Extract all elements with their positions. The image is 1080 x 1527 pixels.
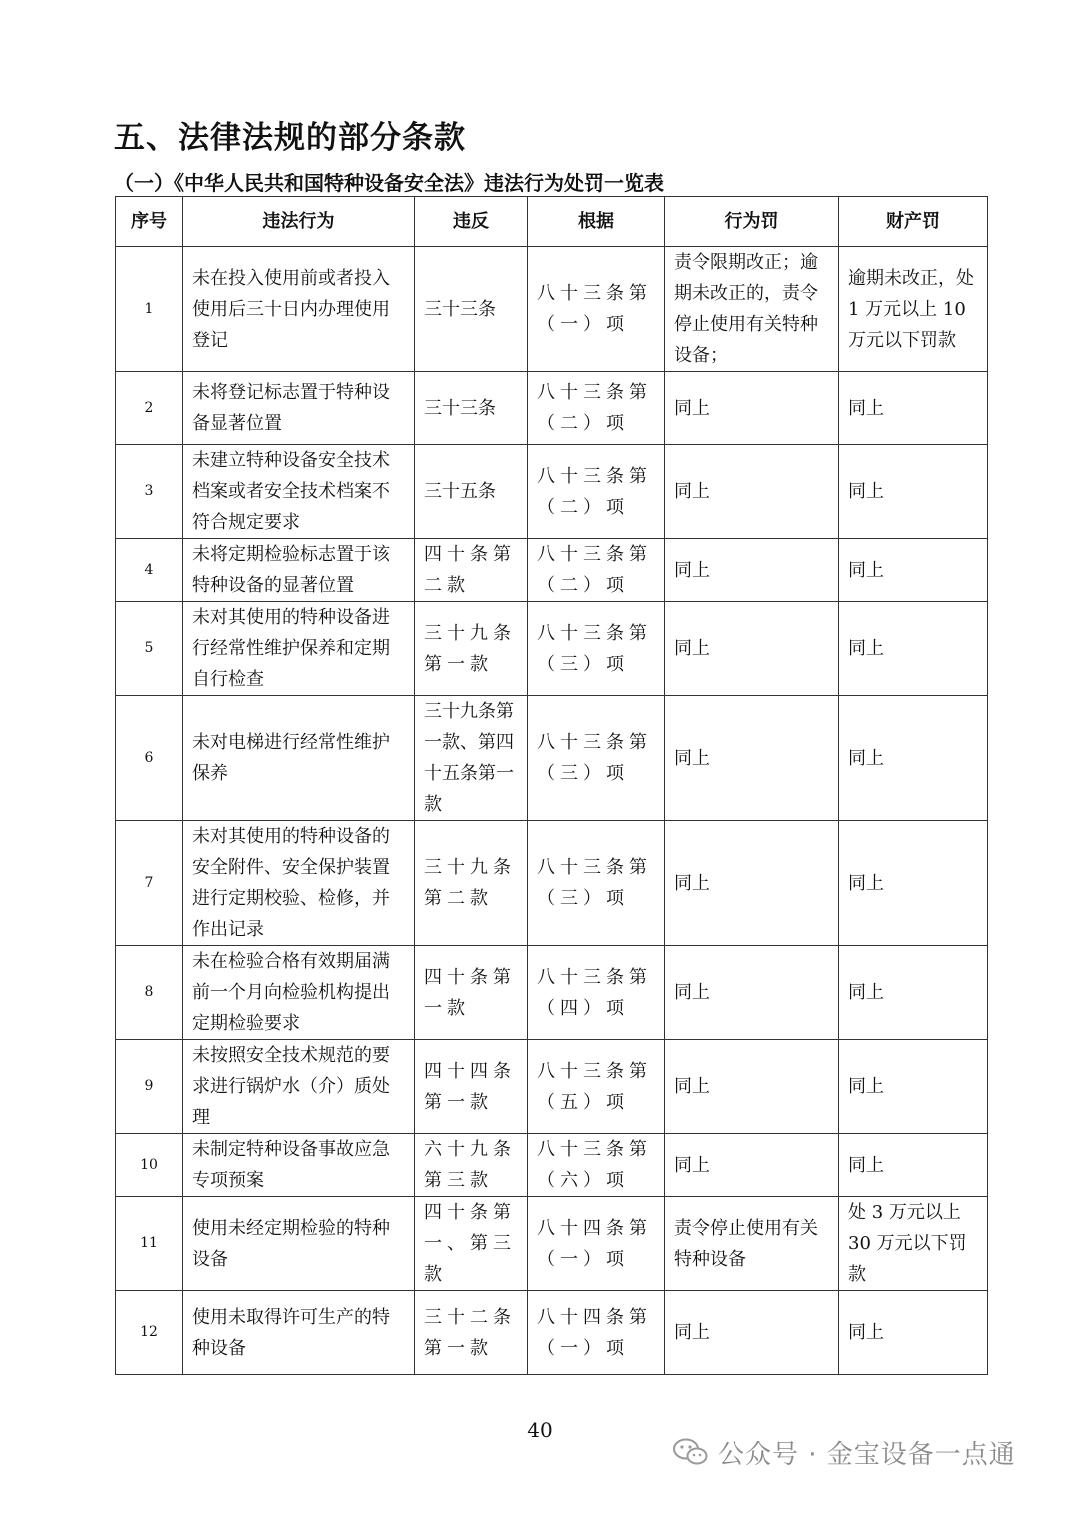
table-row — [116, 539, 988, 602]
violated-article: 三十九条第一款 — [415, 602, 528, 696]
penalty-basis: 八十三条第（三）项 — [528, 696, 665, 821]
property-penalty: 逾期未改正，处 1 万元以上 10 万元以下罚款 — [839, 247, 988, 372]
table-header-row — [116, 197, 988, 247]
violation-act: 未将定期检验标志置于该特种设备的显著位置 — [183, 539, 415, 602]
penalty-basis: 八十三条第（二）项 — [528, 372, 665, 445]
row-number: 10 — [116, 1134, 183, 1197]
penalty-basis: 八十三条第（二）项 — [528, 445, 665, 539]
penalty-basis: 八十三条第（一）项 — [528, 247, 665, 372]
behavior-penalty: 同上 — [665, 602, 839, 696]
table-row — [116, 602, 988, 696]
row-number: 7 — [116, 821, 183, 946]
violation-act: 未在检验合格有效期届满前一个月向检验机构提出定期检验要求 — [183, 946, 415, 1040]
watermark — [672, 1432, 1016, 1472]
penalty-basis: 八十三条第（五）项 — [528, 1040, 665, 1134]
property-penalty: 同上 — [839, 602, 988, 696]
violated-article: 三十三条 — [415, 247, 528, 372]
penalty-basis: 八十三条第（三）项 — [528, 602, 665, 696]
penalty-basis: 八十三条第（三）项 — [528, 821, 665, 946]
penalty-table — [115, 196, 988, 1375]
row-number: 5 — [116, 602, 183, 696]
column-header-basis: 根据 — [528, 197, 665, 247]
property-penalty: 处 3 万元以上 30 万元以下罚款 — [839, 1197, 988, 1291]
row-number: 6 — [116, 696, 183, 821]
violation-act: 未对其使用的特种设备的安全附件、安全保护装置进行定期校验、检修，并作出记录 — [183, 821, 415, 946]
column-header-act: 违法行为 — [183, 197, 415, 247]
row-number: 4 — [116, 539, 183, 602]
violation-act: 未制定特种设备事故应急专项预案 — [183, 1134, 415, 1197]
violated-article: 三十九条第二款 — [415, 821, 528, 946]
behavior-penalty: 责令停止使用有关特种设备 — [665, 1197, 839, 1291]
behavior-penalty: 同上 — [665, 445, 839, 539]
row-number: 1 — [116, 247, 183, 372]
behavior-penalty: 责令限期改正；逾期未改正的，责令停止使用有关特种设备； — [665, 247, 839, 372]
violation-act: 使用未经定期检验的特种设备 — [183, 1197, 415, 1291]
violated-article: 六十九条第三款 — [415, 1134, 528, 1197]
violation-act: 未建立特种设备安全技术档案或者安全技术档案不符合规定要求 — [183, 445, 415, 539]
behavior-penalty: 同上 — [665, 1291, 839, 1375]
violation-act: 未对电梯进行经常性维护保养 — [183, 696, 415, 821]
page-number: 40 — [527, 1418, 553, 1442]
violation-act: 未对其使用的特种设备进行经常性维护保养和定期自行检查 — [183, 602, 415, 696]
violated-article: 四十四条第一款 — [415, 1040, 528, 1134]
violated-article: 四十条第一、第三款 — [415, 1197, 528, 1291]
table-row — [116, 1291, 988, 1375]
table-row — [116, 1040, 988, 1134]
property-penalty: 同上 — [839, 1134, 988, 1197]
section-title: 五、法律法规的部分条款 — [114, 120, 466, 156]
behavior-penalty: 同上 — [665, 821, 839, 946]
violation-act: 使用未取得许可生产的特种设备 — [183, 1291, 415, 1375]
row-number: 8 — [116, 946, 183, 1040]
row-number: 9 — [116, 1040, 183, 1134]
table-row — [116, 821, 988, 946]
behavior-penalty: 同上 — [665, 946, 839, 1040]
column-header-violate: 违反 — [415, 197, 528, 247]
table-row — [116, 946, 988, 1040]
penalty-basis: 八十四条第（一）项 — [528, 1197, 665, 1291]
violated-article: 三十二条第一款 — [415, 1291, 528, 1375]
property-penalty: 同上 — [839, 821, 988, 946]
property-penalty: 同上 — [839, 946, 988, 1040]
behavior-penalty: 同上 — [665, 539, 839, 602]
violated-article: 四十条第二款 — [415, 539, 528, 602]
table-row — [116, 696, 988, 821]
row-number: 12 — [116, 1291, 183, 1375]
watermark-text: 公众号 · 金宝设备一点通 — [718, 1439, 1016, 1470]
violation-act: 未在投入使用前或者投入使用后三十日内办理使用登记 — [183, 247, 415, 372]
violated-article: 三十三条 — [415, 372, 528, 445]
property-penalty: 同上 — [839, 539, 988, 602]
violated-article: 三十九条第一款、第四十五条第一款 — [415, 696, 528, 821]
property-penalty: 同上 — [839, 1291, 988, 1375]
penalty-basis: 八十三条第（二）项 — [528, 539, 665, 602]
property-penalty: 同上 — [839, 1040, 988, 1134]
behavior-penalty: 同上 — [665, 1040, 839, 1134]
behavior-penalty: 同上 — [665, 372, 839, 445]
property-penalty: 同上 — [839, 445, 988, 539]
property-penalty: 同上 — [839, 372, 988, 445]
property-penalty: 同上 — [839, 696, 988, 821]
table-row — [116, 1197, 988, 1291]
table-row — [116, 1134, 988, 1197]
column-header-behavior-penalty: 行为罚 — [665, 197, 839, 247]
behavior-penalty: 同上 — [665, 1134, 839, 1197]
behavior-penalty: 同上 — [665, 696, 839, 821]
wechat-icon — [672, 1438, 708, 1466]
violated-article: 四十条第一款 — [415, 946, 528, 1040]
violation-act: 未将登记标志置于特种设备显著位置 — [183, 372, 415, 445]
table-title: （一）《中华人民共和国特种设备安全法》违法行为处罚一览表 — [114, 171, 664, 195]
table-row — [116, 247, 988, 372]
violated-article: 三十五条 — [415, 445, 528, 539]
row-number: 3 — [116, 445, 183, 539]
row-number: 2 — [116, 372, 183, 445]
penalty-basis: 八十四条第（一）项 — [528, 1291, 665, 1375]
row-number: 11 — [116, 1197, 183, 1291]
penalty-basis: 八十三条第（四）项 — [528, 946, 665, 1040]
violation-act: 未按照安全技术规范的要求进行锅炉水（介）质处理 — [183, 1040, 415, 1134]
penalty-basis: 八十三条第（六）项 — [528, 1134, 665, 1197]
column-header-no: 序号 — [116, 197, 183, 247]
column-header-property-penalty: 财产罚 — [839, 197, 988, 247]
table-row — [116, 372, 988, 445]
table-row — [116, 445, 988, 539]
